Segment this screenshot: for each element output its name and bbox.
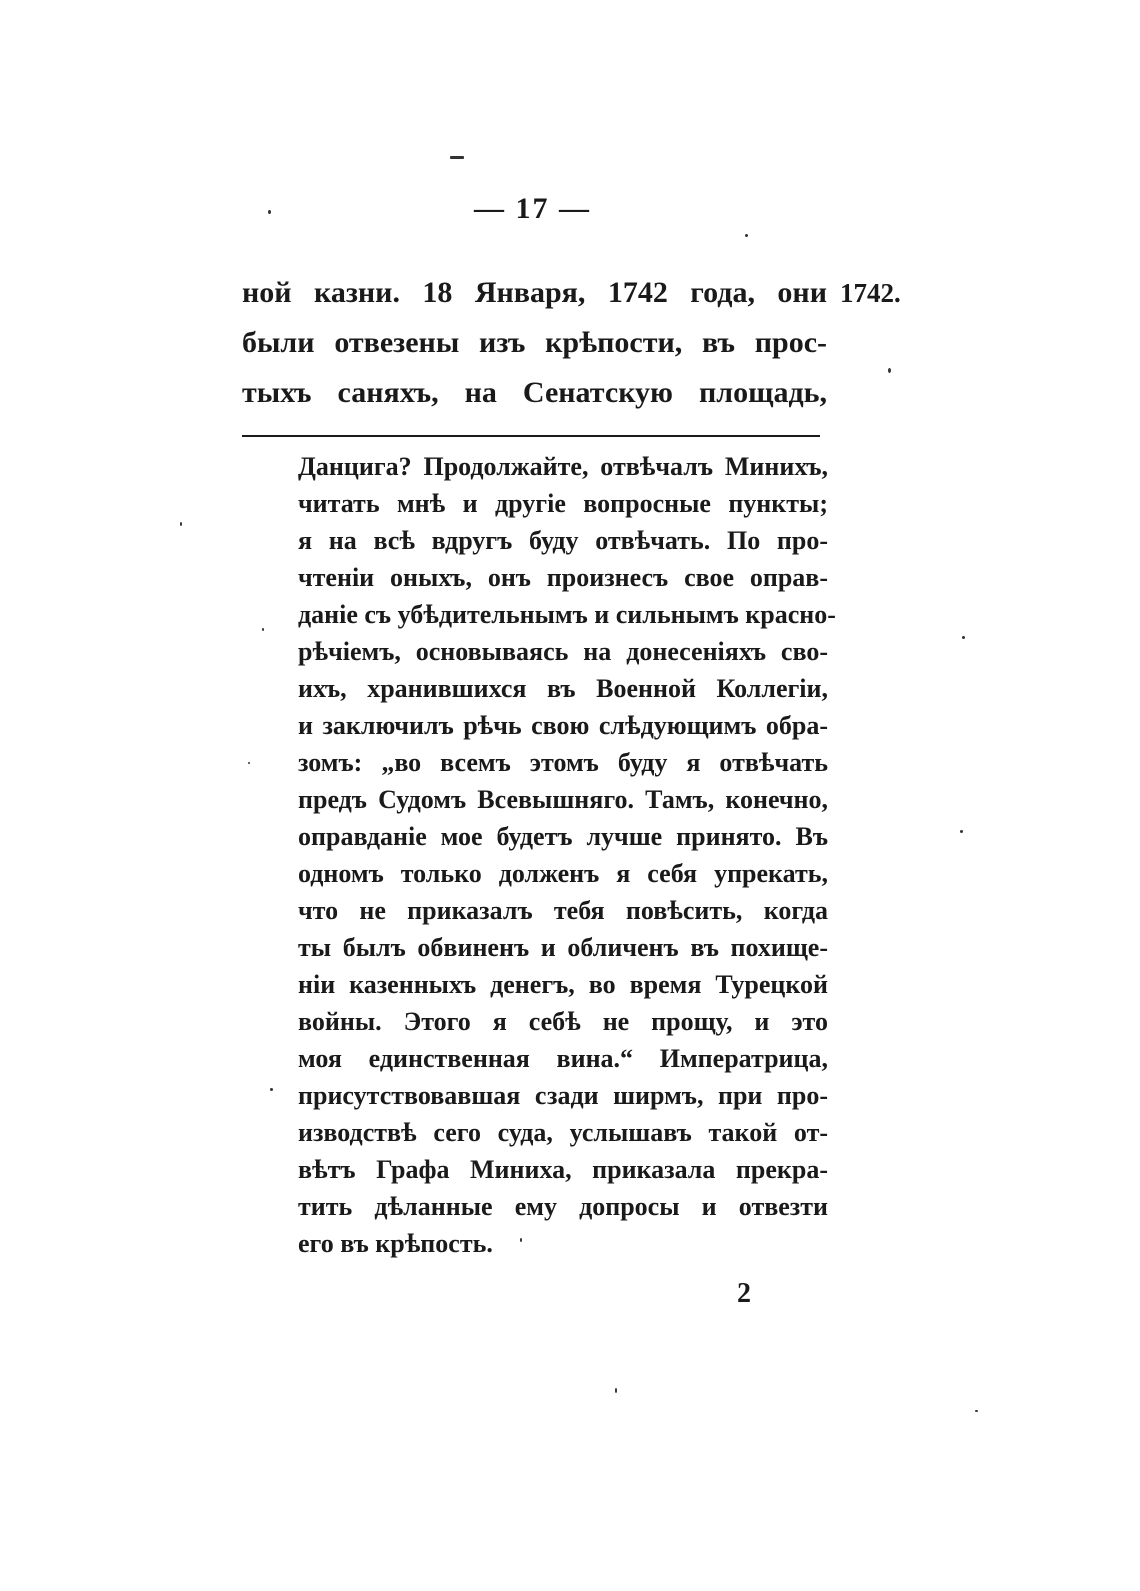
scan-speck	[962, 636, 965, 639]
footnote-line: присутствовавшая сзади ширмъ, при про-	[298, 1081, 828, 1110]
footnote-line: ніи казенныхъ денегъ, во время Турецкой	[298, 970, 828, 999]
main-text-line: тыхъ саняхъ, на Сенатскую площадь,	[242, 376, 827, 409]
footnote-line: Данцига? Продолжайте, отвѣчалъ Минихъ,	[298, 452, 828, 481]
scan-speck	[975, 1410, 978, 1412]
footnote-line: и заключилъ рѣчь свою слѣдующимъ обра-	[298, 711, 828, 740]
footnote-block	[298, 448, 836, 1262]
footnote-line: что не приказалъ тебя повѣсить, когда	[298, 896, 828, 925]
footnote-line: моя единственная вина.“ Императрица,	[298, 1044, 828, 1073]
page-number: — 17 —	[474, 192, 591, 225]
scan-speck	[520, 1238, 522, 1242]
footnote-divider	[242, 435, 820, 437]
footnote-line: ты былъ обвиненъ и обличенъ въ похище-	[298, 933, 828, 962]
footnote-line: рѣчіемъ, основываясь на донесеніяхъ сво-	[298, 637, 828, 666]
footnote-line: ихъ, хранившихся въ Военной Коллегіи,	[298, 674, 828, 703]
scan-speck	[960, 830, 963, 833]
scan-speck	[248, 762, 250, 764]
footnote-line: тить дѣланные ему допросы и отвезти	[298, 1192, 828, 1221]
scan-speck	[270, 1088, 273, 1091]
main-text-block	[242, 268, 827, 418]
scan-speck	[615, 1388, 617, 1393]
footnote-line: зомъ: „во всемъ этомъ буду я отвѣчать	[298, 748, 828, 777]
footnote-line: даніе съ убѣдительнымъ и сильнымъ красно-	[298, 600, 836, 629]
signature-mark: 2	[737, 1278, 751, 1309]
footnote-line: его въ крѣпость.	[298, 1229, 493, 1258]
footnote-line: предъ Судомъ Всевышняго. Тамъ, конечно,	[298, 785, 828, 814]
footnote-line: одномъ только долженъ я себя упрекать,	[298, 859, 828, 888]
scan-speck	[450, 156, 464, 159]
scan-speck	[268, 210, 271, 214]
footnote-line: я на всѣ вдругъ буду отвѣчать. По про-	[298, 526, 828, 555]
scan-speck	[888, 368, 891, 373]
main-text-line: ной казни. 18 Января, 1742 года, они	[242, 276, 827, 309]
scan-speck	[745, 234, 748, 237]
scan-speck	[262, 628, 264, 631]
scan-speck	[180, 522, 182, 526]
margin-note-year: 1742.	[840, 278, 901, 308]
footnote-line: чтеніи оныхъ, онъ произнесъ свое оправ-	[298, 563, 828, 592]
footnote-line: изводствѣ сего суда, услышавъ такой от-	[298, 1118, 828, 1147]
footnote-line: оправданіе мое будетъ лучше принято. Въ	[298, 822, 828, 851]
footnote-line: читать мнѣ и другіе вопросные пункты;	[298, 489, 828, 518]
footnote-line: войны. Этого я себѣ не прощу, и это	[298, 1007, 828, 1036]
main-text-line: были отвезены изъ крѣпости, въ прос-	[242, 326, 827, 359]
footnote-line: вѣтъ Графа Миниха, приказала прекра-	[298, 1155, 828, 1184]
